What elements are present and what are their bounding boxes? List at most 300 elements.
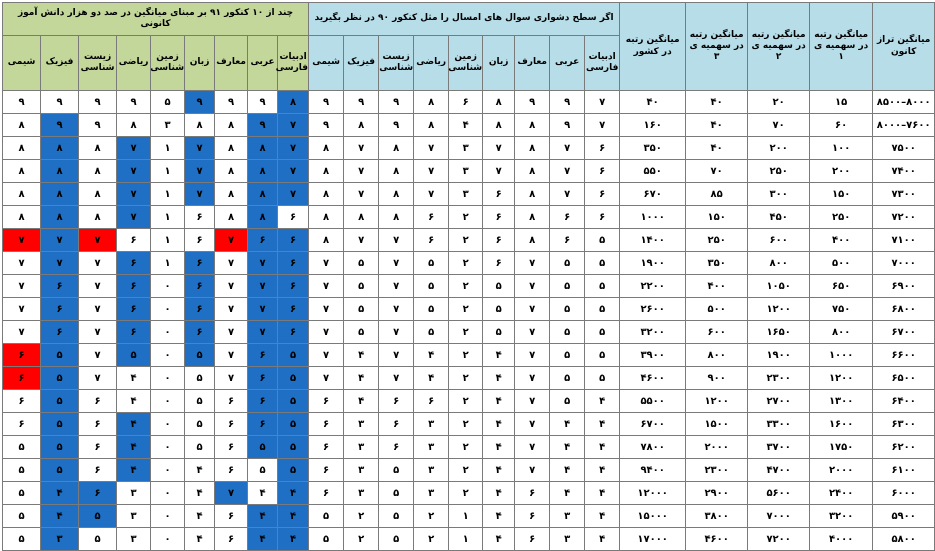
kanoon-score-cell: ۶۸۰۰ [873,298,935,321]
g2-arabi-cell: ۸ [248,160,278,183]
g2-arabi-cell: ۸ [248,137,278,160]
g1-zamin-cell: ۲ [449,275,483,298]
g2-maaref-cell: ۸ [215,183,248,206]
g1-zist-cell: ۸ [379,206,414,229]
table-row [3,321,935,344]
quota2-rank-cell: ۱۹۰۰ [748,344,810,367]
g1-zamin-cell: ۲ [449,436,483,459]
g2-zaban-cell: ۶ [185,321,215,344]
g1-zist-cell: ۷ [379,252,414,275]
g1-header-zamin: زمین شناسی [449,36,483,91]
g2-shimi-cell: ۷ [3,298,41,321]
g2-zamin-cell: ۰ [151,367,185,390]
g2-adabiat-cell: ۸ [278,91,309,114]
country-rank-cell: ۳۲۰۰ [620,321,686,344]
g1-zamin-cell: ۲ [449,321,483,344]
g2-maaref-cell: ۶ [215,459,248,482]
quota1-rank-cell: ۷۵۰ [810,298,873,321]
quota1-rank-cell: ۵۰۰ [810,252,873,275]
g2-zamin-cell: ۱ [151,137,185,160]
g1-fizik-cell: ۴ [344,344,379,367]
g1-maaref-cell: ۷ [515,275,550,298]
quota3-rank-cell: ۳۸۰۰ [686,505,748,528]
g1-zaban-cell: ۴ [483,528,515,551]
quota2-rank-cell: ۷۰ [748,114,810,137]
g2-header-shimi: شیمی [3,36,41,91]
g2-adabiat-cell: ۴ [278,505,309,528]
g1-adabiat-cell: ۴ [585,390,620,413]
g1-riazi-cell: ۷ [414,137,449,160]
g1-zaban-cell: ۴ [483,459,515,482]
g1-header-shimi: شیمی [309,36,344,91]
table-row [3,275,935,298]
g1-fizik-cell: ۴ [344,367,379,390]
g1-riazi-cell: ۳ [414,459,449,482]
g1-fizik-cell: ۵ [344,252,379,275]
g1-arabi-cell: ۵ [550,321,585,344]
g2-adabiat-cell: ۵ [278,367,309,390]
g2-zamin-cell: ۰ [151,275,185,298]
g2-zist-cell: ۷ [79,229,117,252]
country-rank-cell: ۱۰۰۰ [620,206,686,229]
g1-fizik-cell: ۸ [344,206,379,229]
quota1-rank-cell: ۳۲۰۰ [810,505,873,528]
quota2-rank-cell: ۲۳۰۰ [748,367,810,390]
g1-shimi-cell: ۹ [309,91,344,114]
header-quota3-rank: میانگین رتبه در سهمیه ی ۳ [686,3,748,91]
g2-zist-cell: ۷ [79,275,117,298]
g2-zaban-cell: ۷ [185,137,215,160]
g2-zist-cell: ۷ [79,344,117,367]
g1-arabi-cell: ۵ [550,298,585,321]
g1-maaref-cell: ۸ [515,183,550,206]
table-row [3,160,935,183]
quota2-rank-cell: ۷۲۰۰ [748,528,810,551]
g1-riazi-cell: ۵ [414,298,449,321]
g1-adabiat-cell: ۶ [585,160,620,183]
table-row [3,528,935,551]
g1-shimi-cell: ۶ [309,459,344,482]
g2-maaref-cell: ۷ [215,482,248,505]
g2-adabiat-cell: ۶ [278,275,309,298]
g2-fizik-cell: ۷ [41,229,79,252]
g2-fizik-cell: ۶ [41,275,79,298]
g1-maaref-cell: ۸ [515,114,550,137]
quota1-rank-cell: ۱۶۰۰ [810,413,873,436]
g1-riazi-cell: ۷ [414,160,449,183]
g1-adabiat-cell: ۶ [585,183,620,206]
g1-maaref-cell: ۸ [515,160,550,183]
quota2-rank-cell: ۴۵۰ [748,206,810,229]
g2-header-arabi: عربی [248,36,278,91]
g1-arabi-cell: ۷ [550,160,585,183]
quota1-rank-cell: ۱۲۰۰ [810,367,873,390]
g2-arabi-cell: ۷ [248,252,278,275]
g2-maaref-cell: ۷ [215,321,248,344]
quota1-rank-cell: ۱۰۰ [810,137,873,160]
g2-arabi-cell: ۴ [248,528,278,551]
kanoon-score-cell: ۶۹۰۰ [873,275,935,298]
g1-zamin-cell: ۲ [449,482,483,505]
g1-fizik-cell: ۵ [344,275,379,298]
g2-fizik-cell: ۹ [41,114,79,137]
g1-shimi-cell: ۶ [309,413,344,436]
g1-zamin-cell: ۳ [449,160,483,183]
g1-zist-cell: ۷ [379,275,414,298]
g2-arabi-cell: ۶ [248,367,278,390]
quota1-rank-cell: ۲۰۰۰ [810,459,873,482]
quota3-rank-cell: ۱۲۰۰ [686,390,748,413]
quota1-rank-cell: ۱۰۰۰ [810,344,873,367]
g1-riazi-cell: ۳ [414,482,449,505]
table-row [3,482,935,505]
g1-zaban-cell: ۶ [483,229,515,252]
g2-zaban-cell: ۵ [185,390,215,413]
g1-arabi-cell: ۴ [550,482,585,505]
g2-maaref-cell: ۷ [215,344,248,367]
g2-shimi-cell: ۶ [3,367,41,390]
g1-adabiat-cell: ۵ [585,275,620,298]
quota3-rank-cell: ۴۶۰۰ [686,528,748,551]
g2-maaref-cell: ۸ [215,160,248,183]
country-rank-cell: ۲۶۰۰ [620,298,686,321]
kanoon-score-cell: ۷۱۰۰ [873,229,935,252]
quota3-rank-cell: ۲۰۰۰ [686,436,748,459]
g1-shimi-cell: ۹ [309,114,344,137]
g1-maaref-cell: ۶ [515,482,550,505]
g2-shimi-cell: ۵ [3,505,41,528]
g2-shimi-cell: ۸ [3,183,41,206]
g2-shimi-cell: ۵ [3,528,41,551]
quota1-rank-cell: ۱۷۵۰ [810,436,873,459]
g1-arabi-cell: ۹ [550,91,585,114]
g2-shimi-cell: ۷ [3,229,41,252]
rank-table [2,2,935,551]
g2-zamin-cell: ۰ [151,482,185,505]
g2-arabi-cell: ۸ [248,183,278,206]
g1-riazi-cell: ۸ [414,114,449,137]
g2-arabi-cell: ۵ [248,436,278,459]
quota2-rank-cell: ۱۰۵۰ [748,275,810,298]
g1-shimi-cell: ۷ [309,344,344,367]
g1-zaban-cell: ۶ [483,183,515,206]
g2-riazi-cell: ۴ [117,367,151,390]
g1-zaban-cell: ۴ [483,482,515,505]
g2-zaban-cell: ۵ [185,367,215,390]
g2-riazi-cell: ۸ [117,114,151,137]
g2-riazi-cell: ۳ [117,528,151,551]
quota1-rank-cell: ۲۴۰۰ [810,482,873,505]
g1-zist-cell: ۷ [379,298,414,321]
quota1-rank-cell: ۸۰۰ [810,321,873,344]
g1-shimi-cell: ۶ [309,436,344,459]
g1-header-fizik: فیزیک [344,36,379,91]
g2-adabiat-cell: ۵ [278,459,309,482]
country-rank-cell: ۳۹۰۰ [620,344,686,367]
g1-fizik-cell: ۳ [344,413,379,436]
g2-fizik-cell: ۵ [41,344,79,367]
g1-riazi-cell: ۶ [414,206,449,229]
g2-zist-cell: ۶ [79,482,117,505]
quota3-rank-cell: ۲۳۰۰ [686,459,748,482]
g2-adabiat-cell: ۷ [278,137,309,160]
g1-header-zist: زیست شناسی [379,36,414,91]
g2-zamin-cell: ۱ [151,229,185,252]
g1-maaref-cell: ۹ [515,91,550,114]
g2-maaref-cell: ۸ [215,206,248,229]
table-row [3,367,935,390]
country-rank-cell: ۱۴۰۰ [620,229,686,252]
g2-riazi-cell: ۴ [117,413,151,436]
table-row [3,137,935,160]
g2-riazi-cell: ۶ [117,321,151,344]
g1-zist-cell: ۹ [379,114,414,137]
g2-maaref-cell: ۶ [215,528,248,551]
quota3-rank-cell: ۵۰۰ [686,298,748,321]
country-rank-cell: ۳۵۰ [620,137,686,160]
g1-fizik-cell: ۹ [344,91,379,114]
kanoon-score-cell: ۵۸۰۰ [873,528,935,551]
g2-zist-cell: ۵ [79,505,117,528]
quota1-rank-cell: ۱۵۰ [810,183,873,206]
quota1-rank-cell: ۴۰۰ [810,229,873,252]
g1-zist-cell: ۸ [379,160,414,183]
kanoon-score-cell: ۷۳۰۰ [873,183,935,206]
g1-arabi-cell: ۴ [550,413,585,436]
g1-adabiat-cell: ۵ [585,298,620,321]
quota3-rank-cell: ۷۰ [686,160,748,183]
table-row [3,390,935,413]
kanoon-score-cell: ۶۵۰۰ [873,367,935,390]
g1-adabiat-cell: ۴ [585,505,620,528]
g2-zamin-cell: ۱ [151,160,185,183]
g1-zamin-cell: ۲ [449,229,483,252]
g2-maaref-cell: ۶ [215,436,248,459]
g1-fizik-cell: ۷ [344,137,379,160]
g1-zamin-cell: ۱ [449,528,483,551]
g2-zaban-cell: ۷ [185,160,215,183]
quota3-rank-cell: ۴۰ [686,137,748,160]
g1-header-maaref: معارف [515,36,550,91]
g2-maaref-cell: ۶ [215,390,248,413]
country-rank-cell: ۱۶۰ [620,114,686,137]
g2-zist-cell: ۷ [79,321,117,344]
g2-fizik-cell: ۴ [41,482,79,505]
g2-zaban-cell: ۴ [185,505,215,528]
g1-zamin-cell: ۲ [449,252,483,275]
g1-shimi-cell: ۸ [309,137,344,160]
g1-maaref-cell: ۷ [515,459,550,482]
g1-shimi-cell: ۸ [309,206,344,229]
g1-zamin-cell: ۲ [449,413,483,436]
g1-arabi-cell: ۶ [550,206,585,229]
g1-maaref-cell: ۷ [515,413,550,436]
g1-maaref-cell: ۷ [515,367,550,390]
g1-riazi-cell: ۴ [414,344,449,367]
g1-arabi-cell: ۷ [550,183,585,206]
g2-riazi-cell: ۹ [117,91,151,114]
g1-zist-cell: ۷ [379,344,414,367]
table-row [3,436,935,459]
g2-zaban-cell: ۹ [185,91,215,114]
g1-zamin-cell: ۴ [449,114,483,137]
g2-adabiat-cell: ۶ [278,206,309,229]
quota1-rank-cell: ۲۵۰ [810,206,873,229]
table-row [3,183,935,206]
g2-fizik-cell: ۵ [41,459,79,482]
g2-maaref-cell: ۶ [215,413,248,436]
g1-arabi-cell: ۴ [550,459,585,482]
g2-adabiat-cell: ۷ [278,183,309,206]
country-rank-cell: ۱۵۰۰۰ [620,505,686,528]
kanoon-score-cell: ۷۴۰۰ [873,160,935,183]
g2-shimi-cell: ۵ [3,436,41,459]
g1-zamin-cell: ۲ [449,206,483,229]
g2-header-maaref: معارف [215,36,248,91]
g1-shimi-cell: ۸ [309,183,344,206]
g1-zaban-cell: ۷ [483,137,515,160]
g2-fizik-cell: ۶ [41,321,79,344]
g2-maaref-cell: ۷ [215,229,248,252]
g2-zamin-cell: ۱ [151,183,185,206]
g2-maaref-cell: ۷ [215,298,248,321]
g2-zaban-cell: ۶ [185,229,215,252]
g1-arabi-cell: ۵ [550,390,585,413]
g2-arabi-cell: ۴ [248,482,278,505]
g1-zist-cell: ۵ [379,459,414,482]
g1-zist-cell: ۷ [379,321,414,344]
g2-adabiat-cell: ۷ [278,160,309,183]
header-quota1-rank: میانگین رتبه در سهمیه ی ۱ [810,3,873,91]
g1-arabi-cell: ۳ [550,528,585,551]
kanoon-score-cell: ۶۰۰۰ [873,482,935,505]
table-row [3,114,935,137]
g2-adabiat-cell: ۵ [278,390,309,413]
g2-riazi-cell: ۶ [117,229,151,252]
g2-maaref-cell: ۷ [215,275,248,298]
g2-maaref-cell: ۷ [215,367,248,390]
g1-arabi-cell: ۵ [550,344,585,367]
g2-zamin-cell: ۳ [151,114,185,137]
g2-header-zaban: زبان [185,36,215,91]
quota3-rank-cell: ۶۰۰ [686,321,748,344]
g2-riazi-cell: ۴ [117,390,151,413]
g2-maaref-cell: ۶ [215,505,248,528]
g1-shimi-cell: ۶ [309,482,344,505]
g1-riazi-cell: ۲ [414,528,449,551]
table-row [3,298,935,321]
g2-zist-cell: ۹ [79,114,117,137]
table-row [3,206,935,229]
g2-riazi-cell: ۳ [117,482,151,505]
g1-maaref-cell: ۷ [515,298,550,321]
g1-zaban-cell: ۵ [483,298,515,321]
g1-fizik-cell: ۵ [344,321,379,344]
kanoon-score-cell: ۸۰۰۰–۸۵۰۰ [873,91,935,114]
g2-zamin-cell: ۰ [151,344,185,367]
g2-shimi-cell: ۵ [3,459,41,482]
g1-arabi-cell: ۵ [550,275,585,298]
g2-riazi-cell: ۳ [117,505,151,528]
g2-zist-cell: ۷ [79,367,117,390]
g2-fizik-cell: ۹ [41,91,79,114]
g2-adabiat-cell: ۵ [278,413,309,436]
g1-shimi-cell: ۷ [309,321,344,344]
quota2-rank-cell: ۱۶۵۰ [748,321,810,344]
g1-arabi-cell: ۳ [550,505,585,528]
g2-header-fizik: فیزیک [41,36,79,91]
g1-shimi-cell: ۸ [309,229,344,252]
table-body [3,91,935,551]
g1-adabiat-cell: ۵ [585,321,620,344]
g2-zaban-cell: ۶ [185,252,215,275]
g2-zist-cell: ۸ [79,160,117,183]
g1-arabi-cell: ۹ [550,114,585,137]
table-row [3,413,935,436]
g1-arabi-cell: ۴ [550,436,585,459]
g2-shimi-cell: ۵ [3,482,41,505]
country-rank-cell: ۴۰ [620,91,686,114]
country-rank-cell: ۱۹۰۰ [620,252,686,275]
g1-riazi-cell: ۴ [414,367,449,390]
g2-zaban-cell: ۶ [185,275,215,298]
g1-fizik-cell: ۲ [344,528,379,551]
g1-zamin-cell: ۲ [449,390,483,413]
g1-adabiat-cell: ۴ [585,459,620,482]
quota2-rank-cell: ۵۶۰۰ [748,482,810,505]
g1-maaref-cell: ۶ [515,528,550,551]
quota2-rank-cell: ۳۳۰۰ [748,413,810,436]
g1-shimi-cell: ۵ [309,528,344,551]
g1-riazi-cell: ۵ [414,252,449,275]
g2-riazi-cell: ۷ [117,137,151,160]
g1-fizik-cell: ۳ [344,459,379,482]
g1-adabiat-cell: ۴ [585,436,620,459]
g2-shimi-cell: ۶ [3,390,41,413]
g1-zaban-cell: ۴ [483,344,515,367]
g2-adabiat-cell: ۴ [278,528,309,551]
g1-arabi-cell: ۵ [550,252,585,275]
g1-adabiat-cell: ۷ [585,91,620,114]
g2-zamin-cell: ۰ [151,528,185,551]
g2-zist-cell: ۷ [79,298,117,321]
g2-zist-cell: ۸ [79,137,117,160]
g2-zamin-cell: ۰ [151,505,185,528]
g2-maaref-cell: ۸ [215,114,248,137]
g1-fizik-cell: ۷ [344,183,379,206]
g2-zamin-cell: ۰ [151,390,185,413]
g2-arabi-cell: ۸ [248,206,278,229]
quota2-rank-cell: ۴۷۰۰ [748,459,810,482]
g1-zaban-cell: ۶ [483,252,515,275]
g2-fizik-cell: ۳ [41,528,79,551]
g1-zist-cell: ۸ [379,183,414,206]
g2-adabiat-cell: ۶ [278,252,309,275]
quota1-rank-cell: ۶۵۰ [810,275,873,298]
g1-fizik-cell: ۷ [344,160,379,183]
g2-shimi-cell: ۸ [3,160,41,183]
g1-zist-cell: ۶ [379,413,414,436]
quota1-rank-cell: ۱۳۰۰ [810,390,873,413]
g1-zaban-cell: ۴ [483,367,515,390]
kanoon-score-cell: ۷۶۰۰–۸۰۰۰ [873,114,935,137]
g2-zist-cell: ۸ [79,183,117,206]
g2-arabi-cell: ۷ [248,321,278,344]
g2-riazi-cell: ۷ [117,160,151,183]
kanoon-score-cell: ۶۳۰۰ [873,413,935,436]
g1-riazi-cell: ۲ [414,505,449,528]
quota2-rank-cell: ۳۷۰۰ [748,436,810,459]
